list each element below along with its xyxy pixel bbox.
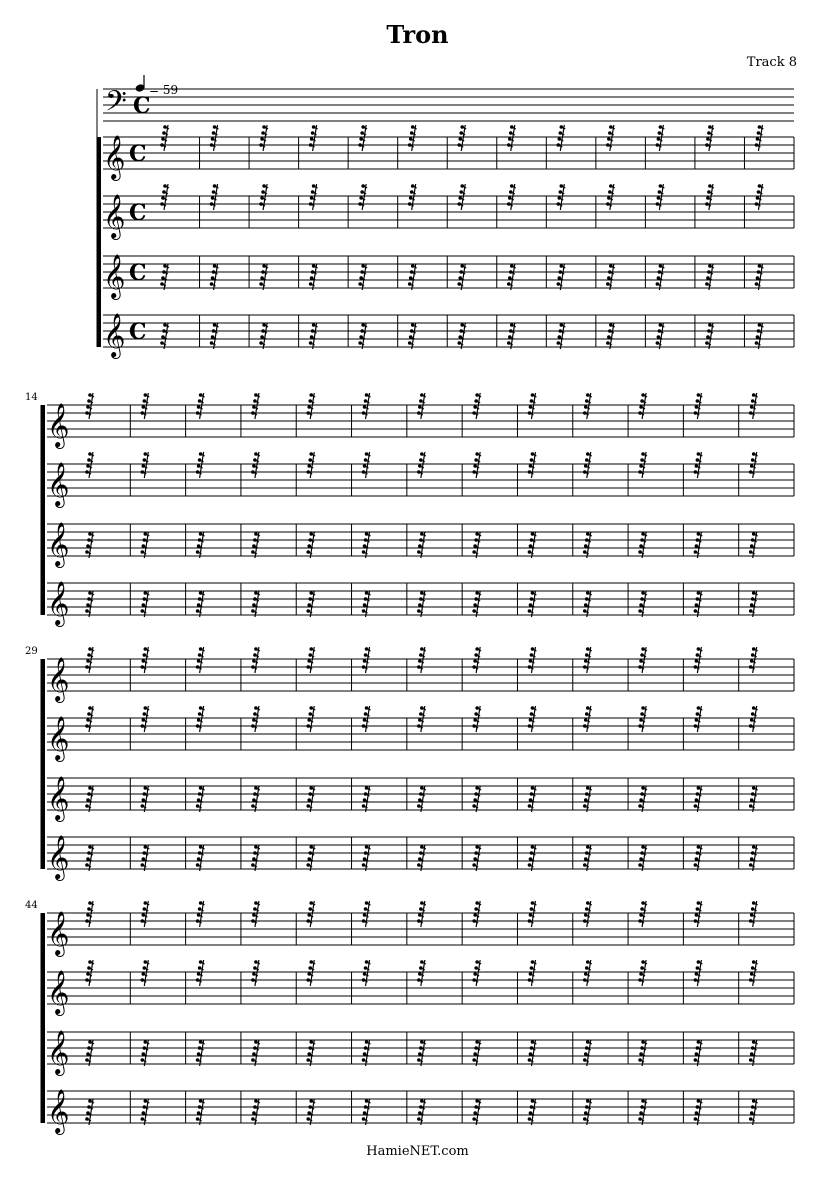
sys2-staff-1-rest [753, 393, 757, 419]
staff-1-rest [164, 125, 168, 151]
sys2-staff-4-rest [366, 591, 370, 617]
staff-4-rest [511, 323, 515, 349]
sys2-staff-3-rest [421, 532, 425, 558]
staff-3-rest [560, 264, 564, 290]
sys4-staff-1-rest [144, 901, 148, 927]
sys3-staff-4-rest [200, 845, 204, 871]
staff-4-rest [560, 323, 564, 349]
sys3-staff-3-rest [366, 786, 370, 812]
sys2-staff-2-rest [753, 452, 757, 478]
sys3-staff-3-rest [200, 786, 204, 812]
sys4-staff-1-rest [642, 901, 646, 927]
sys2-staff-3-rest [753, 532, 757, 558]
sys4-staff-4-rest [753, 1099, 757, 1125]
staff-2-rest [362, 184, 366, 210]
sys4-staff-1-rest [366, 901, 370, 927]
sys4-staff-3-rest [587, 1040, 591, 1066]
sys4-staff-4-rest [89, 1099, 93, 1125]
sys3-staff-3-rest [531, 786, 535, 812]
sys4-staff-4-rest [144, 1099, 148, 1125]
sys2-staff-2-rest [255, 452, 259, 478]
sys3-staff-1-rest [587, 647, 591, 673]
sys2-staff-3-rest [255, 532, 259, 558]
sys4-staff-4-rest [200, 1099, 204, 1125]
staff-2-rest [313, 184, 317, 210]
sys3-staff-1-rest [144, 647, 148, 673]
sys2-staff-4-rest [697, 591, 701, 617]
score-title: Tron [386, 20, 449, 49]
sys3-staff-4-rest [642, 845, 646, 871]
staff-2-rest [164, 184, 168, 210]
sys3-staff-1-rest [531, 647, 535, 673]
sys2-staff-4-rest [531, 591, 535, 617]
sys2-staff-1-rest [587, 393, 591, 419]
sys4-staff-2-rest [531, 960, 535, 986]
tempo-marking: = 59 [149, 83, 179, 97]
time-signature: C [129, 141, 147, 167]
score-subtitle: Track 8 [746, 55, 797, 70]
sys3-staff-2-rest [421, 706, 425, 732]
sys4-staff-3-rest [531, 1040, 535, 1066]
staff-3-rest [659, 264, 663, 290]
sys2-staff-4-rest [200, 591, 204, 617]
sys2-staff-2-rest [144, 452, 148, 478]
sys4-staff-2-rest [255, 960, 259, 986]
sys4-staff-3-rest [255, 1040, 259, 1066]
sys4-staff-3-rest [144, 1040, 148, 1066]
sys4-staff-4-rest [587, 1099, 591, 1125]
sys4-staff-1-rest [587, 901, 591, 927]
bass-clef-icon: 𝄢 [105, 85, 127, 125]
sys3-staff-3-rest [310, 786, 314, 812]
sys3-staff-2-rest [200, 706, 204, 732]
staff-1-rest [362, 125, 366, 151]
staff-4-rest [709, 323, 713, 349]
treble-clef-icon: 𝄞 [103, 313, 126, 357]
staff-2-rest [758, 184, 762, 210]
sys4-staff-2-rest [587, 960, 591, 986]
sys2-staff-3-rest [476, 532, 480, 558]
sys3-staff-2-rest [531, 706, 535, 732]
sys2-staff-1-rest [476, 393, 480, 419]
staff-3-rest [511, 264, 515, 290]
sys3-staff-3-rest [476, 786, 480, 812]
staff-1-rest [412, 125, 416, 151]
staff-3-rest [412, 264, 416, 290]
sys4-staff-2-rest [753, 960, 757, 986]
sys2-staff-4-rest [753, 591, 757, 617]
sys4-staff-1-rest [421, 901, 425, 927]
sys3-staff-2-rest [587, 706, 591, 732]
sys3-staff-4-rest [753, 845, 757, 871]
sys2-staff-1-rest [144, 393, 148, 419]
staff-3-rest [362, 264, 366, 290]
staff-3-rest [461, 264, 465, 290]
sys4-staff-1-rest [476, 901, 480, 927]
sys4-staff-2-rest [144, 960, 148, 986]
sys2-staff-4-rest [476, 591, 480, 617]
sys3-staff-2-rest [476, 706, 480, 732]
staff-2-rest [610, 184, 614, 210]
sys4-staff-3-rest [89, 1040, 93, 1066]
sys2-staff-2-rest [366, 452, 370, 478]
sys3-staff-1-rest [200, 647, 204, 673]
staff-2-rest [263, 184, 267, 210]
staff-3-rest [164, 264, 168, 290]
sys2-staff-1-rest [200, 393, 204, 419]
sys2-staff-3-rest [310, 532, 314, 558]
sys4-staff-4-rest [476, 1099, 480, 1125]
sys2-staff-3-rest [144, 532, 148, 558]
sys3-staff-1-rest [366, 647, 370, 673]
staff-4-rest [164, 323, 168, 349]
sys4-staff-2-rest [200, 960, 204, 986]
staff-4-rest [263, 323, 267, 349]
staff-2-rest [412, 184, 416, 210]
time-signature: C [133, 93, 151, 119]
sys3-staff-4-rest [531, 845, 535, 871]
sys2-staff-3-rest [89, 532, 93, 558]
sys4-staff-2-rest [366, 960, 370, 986]
staff-4-rest [758, 323, 762, 349]
sys2-staff-3-rest [200, 532, 204, 558]
treble-clef-icon: 𝄞 [47, 522, 70, 566]
sys2-staff-1-rest [366, 393, 370, 419]
sys3-staff-3-rest [697, 786, 701, 812]
sys4-staff-3-rest [421, 1040, 425, 1066]
sys2-staff-1-rest [310, 393, 314, 419]
time-signature: C [129, 319, 147, 345]
time-signature: C [129, 260, 147, 286]
sys4-staff-3-rest [642, 1040, 646, 1066]
sys3-staff-4-rest [144, 845, 148, 871]
sys3-staff-2-rest [753, 706, 757, 732]
page-footer: HamieNET.com [366, 1144, 469, 1159]
sys2-staff-1-rest [255, 393, 259, 419]
staff-1-rest [758, 125, 762, 151]
sys2-staff-4-rest [310, 591, 314, 617]
sys4-staff-4-rest [310, 1099, 314, 1125]
sys2-staff-2-rest [89, 452, 93, 478]
sys4-staff-2-rest [89, 960, 93, 986]
staff-4-rest [461, 323, 465, 349]
sys2-staff-2-rest [200, 452, 204, 478]
sys2-staff-4-rest [587, 591, 591, 617]
sys2-staff-4-rest [421, 591, 425, 617]
treble-clef-icon: 𝄞 [47, 716, 70, 760]
sys4-staff-4-rest [421, 1099, 425, 1125]
sys2-staff-3-rest [366, 532, 370, 558]
treble-clef-icon: 𝄞 [47, 462, 70, 506]
sys4-staff-1-rest [310, 901, 314, 927]
sys3-staff-2-rest [144, 706, 148, 732]
sys4-staff-4-rest [642, 1099, 646, 1125]
time-signature: C [129, 200, 147, 226]
sys4-staff-4-rest [366, 1099, 370, 1125]
sys3-staff-1-rest [697, 647, 701, 673]
treble-clef-icon: 𝄞 [47, 403, 70, 447]
treble-clef-icon: 𝄞 [103, 194, 126, 238]
staff-1-rest [610, 125, 614, 151]
sys2-staff-2-rest [587, 452, 591, 478]
measure-number: 29 [25, 646, 38, 657]
staff-1-rest [313, 125, 317, 151]
staff-4-rest [412, 323, 416, 349]
staff-3-rest [214, 264, 218, 290]
system-1-bracket-bar [97, 137, 101, 347]
sys2-staff-2-rest [642, 452, 646, 478]
sys3-staff-3-rest [421, 786, 425, 812]
treble-clef-icon: 𝄞 [47, 970, 70, 1014]
sys3-staff-4-rest [587, 845, 591, 871]
treble-clef-icon: 𝄞 [47, 657, 70, 701]
sys3-staff-1-rest [89, 647, 93, 673]
sys3-staff-3-rest [144, 786, 148, 812]
staff-3-rest [263, 264, 267, 290]
sys2-staff-3-rest [587, 532, 591, 558]
staff-2-rest [511, 184, 515, 210]
system-bracket-bar [41, 913, 45, 1123]
sys3-staff-1-rest [476, 647, 480, 673]
staff-3-rest [610, 264, 614, 290]
sys3-staff-2-rest [310, 706, 314, 732]
sys3-staff-4-rest [421, 845, 425, 871]
sys3-staff-3-rest [89, 786, 93, 812]
sys3-staff-4-rest [255, 845, 259, 871]
sys3-staff-3-rest [753, 786, 757, 812]
sys2-staff-3-rest [642, 532, 646, 558]
sys3-staff-4-rest [310, 845, 314, 871]
sys2-staff-3-rest [531, 532, 535, 558]
staff-1-rest [461, 125, 465, 151]
staff-4-rest [659, 323, 663, 349]
staff-2-rest [560, 184, 564, 210]
staff-4-rest [362, 323, 366, 349]
treble-clef-icon: 𝄞 [47, 911, 70, 955]
staff-2-rest [214, 184, 218, 210]
sys2-staff-1-rest [531, 393, 535, 419]
sys2-staff-4-rest [89, 591, 93, 617]
sys2-staff-3-rest [697, 532, 701, 558]
sys2-staff-2-rest [476, 452, 480, 478]
treble-clef-icon: 𝄞 [103, 135, 126, 179]
staff-1-rest [709, 125, 713, 151]
system-bracket-bar [41, 659, 45, 869]
staff-2-rest [461, 184, 465, 210]
sys4-staff-1-rest [255, 901, 259, 927]
sys3-staff-1-rest [421, 647, 425, 673]
sys3-staff-2-rest [366, 706, 370, 732]
sys2-staff-4-rest [642, 591, 646, 617]
treble-clef-icon: 𝄞 [47, 1089, 70, 1133]
sys3-staff-2-rest [255, 706, 259, 732]
sys4-staff-1-rest [753, 901, 757, 927]
sys4-staff-3-rest [366, 1040, 370, 1066]
sys3-staff-4-rest [89, 845, 93, 871]
staff-3-rest [758, 264, 762, 290]
sys4-staff-3-rest [310, 1040, 314, 1066]
sys4-staff-2-rest [697, 960, 701, 986]
sys3-staff-4-rest [476, 845, 480, 871]
staff-1-rest [560, 125, 564, 151]
staff-1-rest [511, 125, 515, 151]
treble-clef-icon: 𝄞 [103, 254, 126, 298]
staff-2-rest [709, 184, 713, 210]
staff-4-rest [214, 323, 218, 349]
sys3-staff-4-rest [366, 845, 370, 871]
sys2-staff-2-rest [310, 452, 314, 478]
sys3-staff-1-rest [310, 647, 314, 673]
sys3-staff-1-rest [642, 647, 646, 673]
sys2-staff-4-rest [144, 591, 148, 617]
sys4-staff-2-rest [642, 960, 646, 986]
staff-4-rest [313, 323, 317, 349]
staff-1-rest [263, 125, 267, 151]
sys4-staff-1-rest [697, 901, 701, 927]
system-bracket-bar [41, 405, 45, 615]
sys4-staff-1-rest [200, 901, 204, 927]
sys4-staff-3-rest [476, 1040, 480, 1066]
sys2-staff-1-rest [421, 393, 425, 419]
sys3-staff-2-rest [89, 706, 93, 732]
sys4-staff-2-rest [421, 960, 425, 986]
sys2-staff-1-rest [697, 393, 701, 419]
sys3-staff-1-rest [255, 647, 259, 673]
measure-number: 44 [25, 900, 38, 911]
treble-clef-icon: 𝄞 [47, 835, 70, 879]
sys3-staff-2-rest [642, 706, 646, 732]
treble-clef-icon: 𝄞 [47, 581, 70, 625]
sys4-staff-3-rest [753, 1040, 757, 1066]
staff-2-rest [659, 184, 663, 210]
staff-3-rest [313, 264, 317, 290]
sys3-staff-1-rest [753, 647, 757, 673]
sys4-staff-3-rest [200, 1040, 204, 1066]
sys4-staff-1-rest [531, 901, 535, 927]
sys3-staff-4-rest [697, 845, 701, 871]
sys4-staff-4-rest [255, 1099, 259, 1125]
sys3-staff-2-rest [697, 706, 701, 732]
sys2-staff-1-rest [89, 393, 93, 419]
measure-number: 14 [25, 392, 38, 403]
treble-clef-icon: 𝄞 [47, 776, 70, 820]
sys2-staff-2-rest [531, 452, 535, 478]
staff-1-rest [214, 125, 218, 151]
sys3-staff-3-rest [255, 786, 259, 812]
treble-clef-icon: 𝄞 [47, 1030, 70, 1074]
sys2-staff-4-rest [255, 591, 259, 617]
staff-3-rest [709, 264, 713, 290]
staff-4-rest [610, 323, 614, 349]
sys4-staff-3-rest [697, 1040, 701, 1066]
sys3-staff-3-rest [587, 786, 591, 812]
sys4-staff-4-rest [697, 1099, 701, 1125]
sys4-staff-2-rest [476, 960, 480, 986]
sys4-staff-1-rest [89, 901, 93, 927]
sys2-staff-2-rest [421, 452, 425, 478]
sys4-staff-2-rest [310, 960, 314, 986]
sys3-staff-3-rest [642, 786, 646, 812]
sys2-staff-2-rest [697, 452, 701, 478]
sys2-staff-1-rest [642, 393, 646, 419]
staff-1-rest [659, 125, 663, 151]
sys4-staff-4-rest [531, 1099, 535, 1125]
